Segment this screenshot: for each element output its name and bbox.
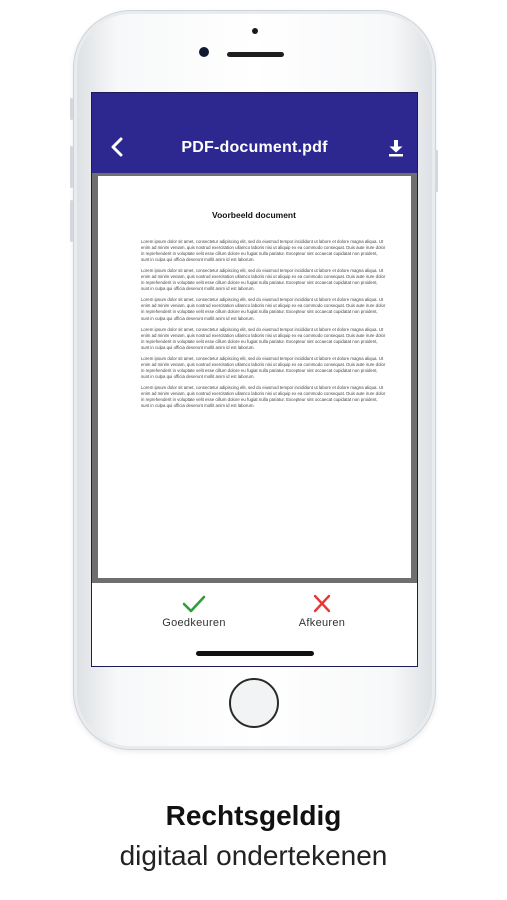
tagline-subheading: digitaal ondertekenen	[119, 840, 388, 871]
pdf-paragraph: Lorem ipsum dolor sit amet, consectetur adipiscing elit, sed do eiusmod tempor incididunt ut labore et dolore magna aliqua. Ut enim ad minim veniam, quis nostrud exercitation ullamco laboris nisi ut aliquip ex ea commodo consequat. Duis aute irure dolor in reprehenderit in voluptate velit esse cillum dolore eu fugiat nulla pariatur. Excepteur sint occaecat cupidatat non proident, sunt in culpa qui officia deserunt mollit anim id est laborum.	[141, 297, 386, 321]
chevron-left-icon	[110, 137, 124, 157]
power-button	[435, 150, 438, 192]
tagline-heading: Rechtsgeldig	[165, 800, 342, 831]
volume-up-button	[70, 146, 73, 188]
pdf-paragraph: Lorem ipsum dolor sit amet, consectetur adipiscing elit, sed do eiusmod tempor incididunt ut labore et dolore magna aliqua. Ut enim ad minim veniam, quis nostrud exercitation ullamco laboris nisi ut aliquip ex ea commodo consequat. Duis aute irure dolor in reprehenderit in voluptate velit esse cillum dolore eu fugiat nulla pariatur. Excepteur sint occaecat cupidatat non proident, sunt in culpa qui officia deserunt mollit anim id est laborum.	[141, 355, 386, 379]
reject-label: Afkeuren	[298, 617, 346, 629]
reject-button[interactable]	[272, 593, 372, 633]
document-title: PDF-document.pdf	[181, 139, 328, 156]
pdf-page	[98, 176, 411, 578]
app-screen	[91, 92, 418, 667]
approve-label: Goedkeuren	[162, 617, 226, 629]
home-button[interactable]	[229, 678, 279, 728]
pdf-paragraph: Lorem ipsum dolor sit amet, consectetur adipiscing elit, sed do eiusmod tempor incididunt ut labore et dolore magna aliqua. Ut enim ad minim veniam, quis nostrud exercitation ullamco laboris nisi ut aliquip ex ea commodo consequat. Duis aute irure dolor in reprehenderit in voluptate velit esse cillum dolore eu fugiat nulla pariatur. Excepteur sint occaecat cupidatat non proident, sunt in culpa qui officia deserunt mollit anim id est laborum.	[141, 326, 386, 350]
pdf-paragraph: Lorem ipsum dolor sit amet, consectetur adipiscing elit, sed do eiusmod tempor incididunt ut labore et dolore magna aliqua. Ut enim ad minim veniam, quis nostrud exercitation ullamco laboris nisi ut aliquip ex ea commodo consequat. Duis aute irure dolor in reprehenderit in voluptate velit esse cillum dolore eu fugiat nulla pariatur. Excepteur sint occaecat cupidatat non proident, sunt in culpa qui officia deserunt mollit anim id est laborum.	[141, 239, 386, 263]
proximity-sensor	[252, 28, 258, 34]
download-button[interactable]	[385, 137, 407, 159]
pdf-viewer[interactable]	[92, 173, 417, 583]
volume-down-button	[70, 200, 73, 242]
approve-button[interactable]	[144, 593, 244, 633]
home-indicator	[196, 651, 314, 656]
pdf-paragraph: Lorem ipsum dolor sit amet, consectetur adipiscing elit, sed do eiusmod tempor incididunt ut labore et dolore magna aliqua. Ut enim ad minim veniam, quis nostrud exercitation ullamco laboris nisi ut aliquip ex ea commodo consequat. Duis aute irure dolor in reprehenderit in voluptate velit esse cillum dolore eu fugiat nulla pariatur. Excepteur sint occaecat cupidatat non proident, sunt in culpa qui officia deserunt mollit anim id est laborum.	[141, 384, 386, 409]
back-button[interactable]	[106, 135, 128, 159]
mute-switch	[70, 98, 73, 120]
front-camera	[199, 47, 209, 57]
download-icon	[388, 139, 404, 157]
checkmark-icon	[181, 593, 207, 615]
cross-icon	[311, 593, 333, 615]
earpiece-speaker	[227, 52, 284, 57]
pdf-page-heading: Voorbeeld document	[212, 210, 296, 220]
pdf-paragraph: Lorem ipsum dolor sit amet, consectetur adipiscing elit, sed do eiusmod tempor incididunt ut labore et dolore magna aliqua. Ut enim ad minim veniam, quis nostrud exercitation ullamco laboris nisi ut aliquip ex ea commodo consequat. Duis aute irure dolor in reprehenderit in voluptate velit esse cillum dolore eu fugiat nulla pariatur. Excepteur sint occaecat cupidatat non proident, sunt in culpa qui officia deserunt mollit anim id est laborum.	[141, 268, 386, 292]
app-header	[92, 93, 417, 173]
